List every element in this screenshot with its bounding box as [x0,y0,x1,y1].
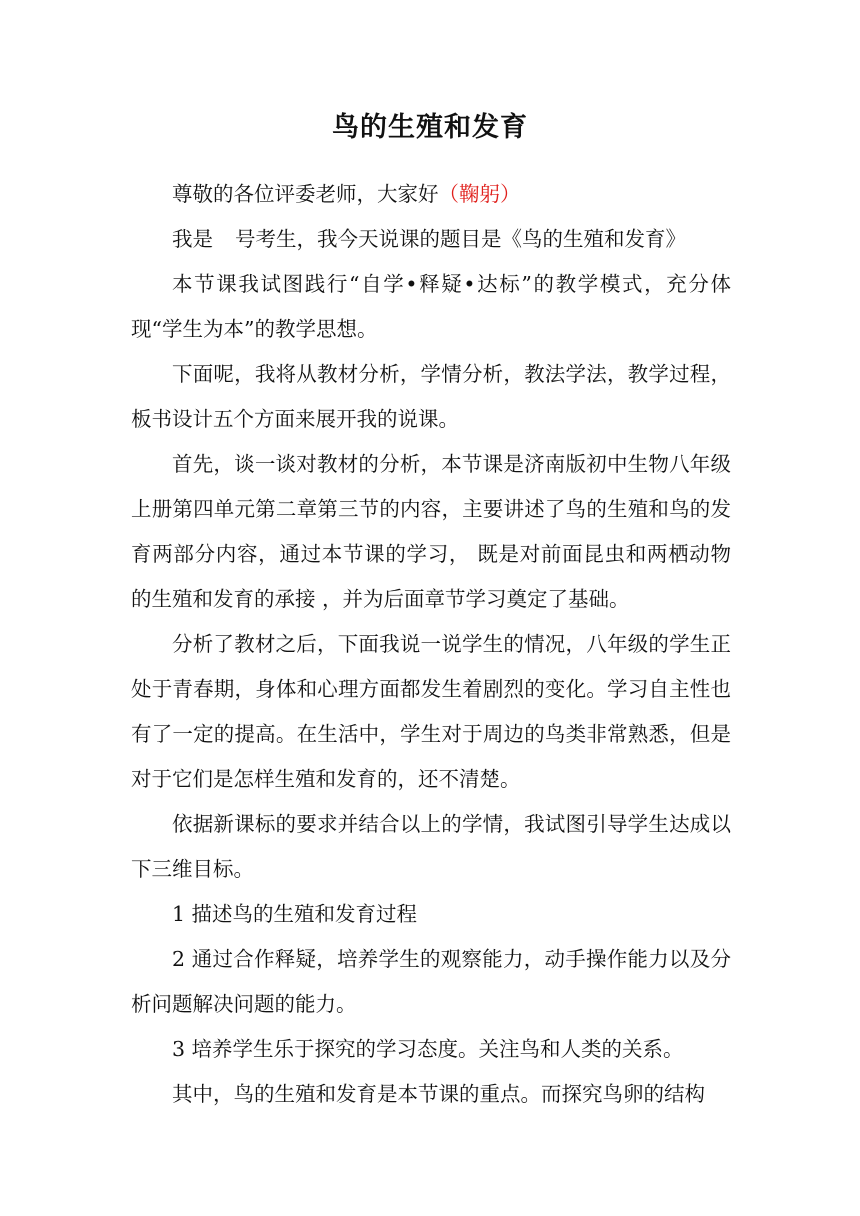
objective-item-3: 3 培养学生乐于探究的学习态度。关注鸟和人类的关系。 [172,1037,684,1061]
intro-part2: 号考生，我今天说课的题目是《鸟的生殖和发育》 [235,227,686,251]
paragraph-greeting [131,172,731,217]
paragraph-intro [131,217,731,262]
intro-part1: 我是 [172,227,213,251]
paragraph-teaching-mode: 本节课我试图践行“自学•释疑•达标”的教学模式，充分体现“学生为本”的教学思想。 [131,272,731,341]
paragraph-objectives-intro: 依据新课标的要求并结合以上的学情，我试图引导学生达成以下三维目标。 [131,812,731,881]
paragraph-student-analysis: 分析了教材之后，下面我说一说学生的情况，八年级的学生正处于青春期，身体和心理方面都发生着剧烈的变化。学习自主性也有了一定的提高。在生活中，学生对于周边的鸟类非常熟悉，但是对于它们是怎样生殖和发育的，还不清楚。 [131,632,731,791]
objective-item-1: 1 描述鸟的生殖和发育过程 [172,902,418,926]
document-title: 鸟的生殖和发育 [332,112,528,143]
bow-annotation: （鞠躬） [438,182,521,206]
paragraph-outline: 下面呢，我将从教材分析，学情分析，教法学法，教学过程，板书设计五个方面来展开我的说课。 [131,362,731,431]
document-body [131,172,731,1117]
paragraph-key-points: 其中，鸟的生殖和发育是本节课的重点。而探究鸟卵的结构 [172,1082,705,1106]
paragraph-textbook-analysis: 首先，谈一谈对教材的分析，本节课是济南版初中生物八年级上册第四单元第二章第三节的内容，主要讲述了鸟的生殖和鸟的发育两部分内容，通过本节课的学习， 既是对前面昆虫和两栖动物的生殖和发育的承接 ，并为后面章节学习奠定了基础。 [131,452,731,611]
greeting-text: 尊敬的各位评委老师，大家好 [172,182,439,206]
objective-item-2: 2 通过合作释疑，培养学生的观察能力，动手操作能力以及分析问题解决问题的能力。 [131,947,731,1016]
